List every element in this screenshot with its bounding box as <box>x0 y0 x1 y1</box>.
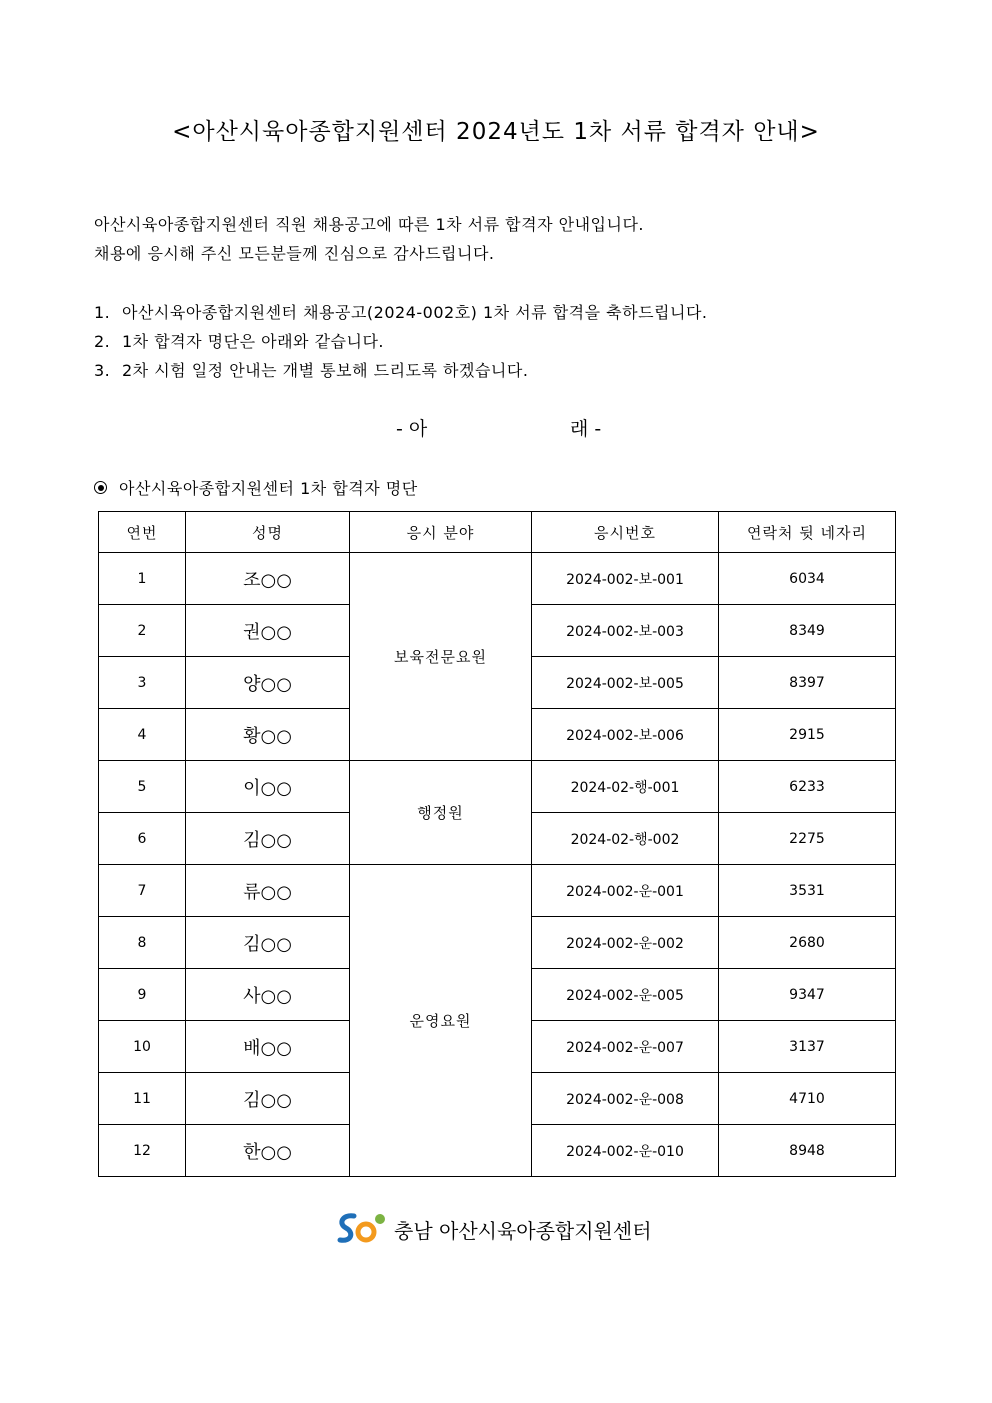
cell-app-no: 2024-002-운-005 <box>532 969 719 1021</box>
notice-number: 1. <box>94 303 111 322</box>
header-field: 응시 분야 <box>350 512 532 553</box>
list-heading <box>94 476 418 499</box>
cell-no: 11 <box>99 1073 186 1125</box>
cell-no: 4 <box>99 709 186 761</box>
cell-name: 사○○ <box>186 969 350 1021</box>
cell-no: 6 <box>99 813 186 865</box>
cell-phone: 2680 <box>719 917 896 969</box>
ahrae-left: - 아 <box>396 418 428 440</box>
cell-app-no: 2024-002-운-001 <box>532 865 719 917</box>
header-name: 성명 <box>186 512 350 553</box>
cell-app-no: 2024-002-보-001 <box>532 553 719 605</box>
notice-text: 아산시육아종합지원센터 채용공고(2024-002호) 1차 서류 합격을 축하드립니다. <box>122 303 708 322</box>
center-logo-icon <box>334 1210 388 1248</box>
cell-no: 10 <box>99 1021 186 1073</box>
cell-app-no: 2024-002-운-007 <box>532 1021 719 1073</box>
cell-no: 9 <box>99 969 186 1021</box>
notice-number: 2. <box>94 332 111 351</box>
cell-phone: 8948 <box>719 1125 896 1177</box>
table-row <box>99 761 896 813</box>
notice-item-3 <box>94 358 528 381</box>
cell-app-no: 2024-002-운-008 <box>532 1073 719 1125</box>
cell-name: 이○○ <box>186 761 350 813</box>
cell-field: 운영요원 <box>350 865 532 1177</box>
cell-phone: 3137 <box>719 1021 896 1073</box>
cell-app-no: 2024-002-보-005 <box>532 657 719 709</box>
cell-name: 배○○ <box>186 1021 350 1073</box>
table-row <box>99 553 896 605</box>
cell-no: 1 <box>99 553 186 605</box>
intro-line-1: 아산시육아종합지원센터 직원 채용공고에 따른 1차 서류 합격자 안내입니다. <box>94 215 645 234</box>
header-phone: 연락처 뒷 네자리 <box>719 512 896 553</box>
cell-phone: 8349 <box>719 605 896 657</box>
cell-name: 김○○ <box>186 917 350 969</box>
results-table <box>98 511 896 1177</box>
cell-phone: 2915 <box>719 709 896 761</box>
cell-app-no: 2024-02-행-002 <box>532 813 719 865</box>
notice-item-1 <box>94 300 707 323</box>
header-app-no: 응시번호 <box>532 512 719 553</box>
header-no: 연번 <box>99 512 186 553</box>
cell-no: 12 <box>99 1125 186 1177</box>
cell-no: 5 <box>99 761 186 813</box>
cell-phone: 8397 <box>719 657 896 709</box>
table-row <box>99 865 896 917</box>
cell-app-no: 2024-02-행-001 <box>532 761 719 813</box>
cell-no: 3 <box>99 657 186 709</box>
notice-text: 1차 합격자 명단은 아래와 같습니다. <box>122 332 384 351</box>
table-header-row <box>99 512 896 553</box>
cell-name: 김○○ <box>186 1073 350 1125</box>
cell-app-no: 2024-002-보-003 <box>532 605 719 657</box>
cell-phone: 2275 <box>719 813 896 865</box>
cell-name: 조○○ <box>186 553 350 605</box>
cell-app-no: 2024-002-보-006 <box>532 709 719 761</box>
cell-phone: 4710 <box>719 1073 896 1125</box>
cell-phone: 6233 <box>719 761 896 813</box>
cell-name: 권○○ <box>186 605 350 657</box>
ahrae-right: 래 - <box>570 418 602 440</box>
cell-app-no: 2024-002-운-002 <box>532 917 719 969</box>
cell-name: 한○○ <box>186 1125 350 1177</box>
cell-field: 행정원 <box>350 761 532 865</box>
list-heading-text: 아산시육아종합지원센터 1차 합격자 명단 <box>119 479 418 498</box>
notice-item-2 <box>94 329 384 352</box>
notice-text: 2차 시험 일정 안내는 개별 통보해 드리도록 하겠습니다. <box>122 361 529 380</box>
cell-phone: 9347 <box>719 969 896 1021</box>
cell-no: 8 <box>99 917 186 969</box>
cell-no: 7 <box>99 865 186 917</box>
cell-field: 보육전문요원 <box>350 553 532 761</box>
footer <box>334 1210 652 1248</box>
cell-phone: 3531 <box>719 865 896 917</box>
footer-org-name: 충남 아산시육아종합지원센터 <box>394 1218 652 1243</box>
cell-name: 황○○ <box>186 709 350 761</box>
cell-no: 2 <box>99 605 186 657</box>
cell-app-no: 2024-002-운-010 <box>532 1125 719 1177</box>
cell-name: 김○○ <box>186 813 350 865</box>
cell-phone: 6034 <box>719 553 896 605</box>
intro-line-2: 채용에 응시해 주신 모든분들께 진심으로 감사드립니다. <box>94 244 495 263</box>
cell-name: 양○○ <box>186 657 350 709</box>
document-title: <아산시육아종합지원센터 2024년도 1차 서류 합격자 안내> <box>172 119 820 145</box>
notice-number: 3. <box>94 361 111 380</box>
bullet-circle-icon <box>94 481 107 494</box>
cell-name: 류○○ <box>186 865 350 917</box>
